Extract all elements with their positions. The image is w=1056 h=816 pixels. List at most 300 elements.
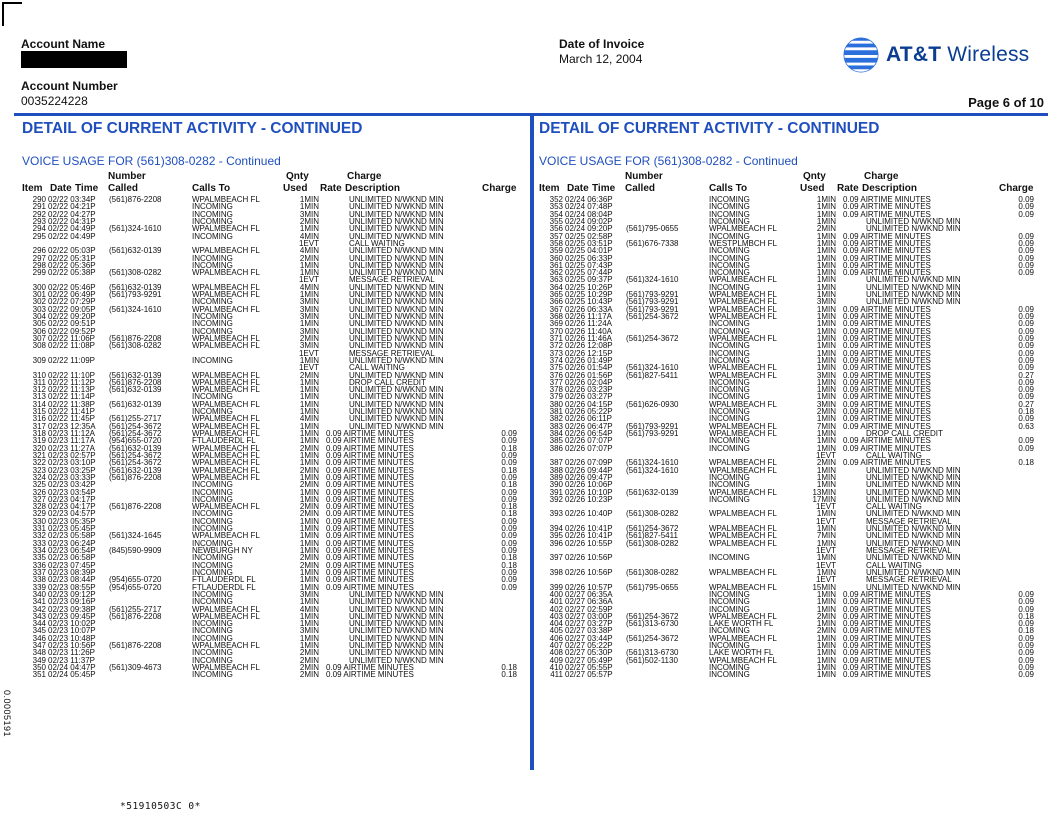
quantity-used: 1EVT bbox=[815, 516, 836, 526]
att-wireless-logo bbox=[842, 36, 1029, 74]
quantity-used: 1MIN bbox=[816, 538, 836, 548]
table-row bbox=[21, 291, 521, 298]
item-number: 347 bbox=[32, 641, 46, 651]
calls-to: INCOMING bbox=[709, 414, 750, 424]
quantity-used: 1MIN bbox=[299, 458, 319, 468]
charge: 0.09 bbox=[1018, 312, 1034, 321]
calls-to: WPALMBEACH FL bbox=[709, 487, 777, 497]
charge: 0.27 bbox=[1018, 370, 1034, 380]
charge: 0.09 bbox=[501, 546, 517, 555]
rate-description: UNLIMITED N/WKND MIN bbox=[866, 509, 961, 519]
quantity-used: 1MIN bbox=[816, 604, 836, 614]
called-number: (561)876-2208 bbox=[109, 195, 162, 204]
rate-description: 0.09 AIRTIME MINUTES bbox=[843, 589, 931, 599]
quantity-used: 3MIN bbox=[299, 626, 319, 636]
quantity-used: 1MIN bbox=[816, 348, 836, 358]
charge: 0.09 bbox=[501, 582, 517, 592]
quantity-used: 2MIN bbox=[299, 553, 319, 563]
call-date-time: 02/22 11:41P bbox=[48, 407, 96, 417]
called-number: (954)655-0720 bbox=[109, 436, 162, 446]
calls-to: WPALMBEACH FL bbox=[709, 538, 777, 548]
calls-to: INCOMING bbox=[192, 392, 233, 402]
item-number: 378 bbox=[549, 385, 563, 395]
item-number: 294 bbox=[32, 224, 46, 234]
called-number: (561)632-0139 bbox=[109, 370, 162, 380]
charge: 0.18 bbox=[1018, 626, 1034, 636]
call-date-time: 02/25 02:58P bbox=[565, 231, 613, 241]
item-number: 343 bbox=[32, 611, 46, 621]
table-row bbox=[21, 269, 521, 276]
calls-to: WPALMBEACH FL bbox=[192, 611, 260, 621]
calls-to: WPALMBEACH FL bbox=[192, 370, 260, 380]
called-number: (561)324-1610 bbox=[109, 304, 162, 314]
rate-description: 0.09 AIRTIME MINUTES bbox=[326, 516, 414, 526]
charge: 0.09 bbox=[501, 567, 517, 577]
quantity-used: 3MIN bbox=[299, 304, 319, 314]
table-row bbox=[21, 474, 521, 481]
table-row bbox=[538, 372, 1038, 379]
quantity-used: 1MIN bbox=[816, 341, 836, 351]
called-number: (561)632-0139 bbox=[109, 385, 162, 395]
table-row bbox=[538, 196, 1038, 203]
table-row bbox=[538, 657, 1038, 664]
charge: 0.18 bbox=[501, 443, 517, 453]
charge: 0.09 bbox=[1018, 597, 1034, 607]
charge: 0.09 bbox=[1018, 341, 1034, 351]
called-number: (845)590-9909 bbox=[109, 546, 162, 555]
table-row bbox=[21, 525, 521, 532]
table-row bbox=[538, 415, 1038, 422]
item-number: 409 bbox=[549, 655, 563, 665]
call-date-time: 02/22 04:49P bbox=[48, 231, 96, 241]
table-row bbox=[21, 649, 521, 656]
charge: 0.09 bbox=[501, 516, 517, 526]
quantity-used: 1MIN bbox=[816, 597, 836, 607]
quantity-used: 1MIN bbox=[299, 319, 319, 329]
called-number: (561)324-1610 bbox=[626, 363, 679, 373]
table-row bbox=[21, 671, 521, 678]
table-row bbox=[538, 635, 1038, 642]
item-number: 383 bbox=[549, 421, 563, 431]
item-number: 377 bbox=[549, 377, 563, 387]
table-row bbox=[21, 657, 521, 664]
table-row bbox=[538, 430, 1038, 437]
table-row bbox=[21, 606, 521, 613]
calls-to: INCOMING bbox=[709, 246, 750, 256]
call-date-time: 02/23 06:54P bbox=[48, 546, 96, 555]
charge: 0.09 bbox=[1018, 268, 1034, 278]
table-row bbox=[538, 510, 1038, 517]
table-row bbox=[538, 620, 1038, 627]
rate-description: 0.09 AIRTIME MINUTES bbox=[326, 567, 414, 577]
table-row bbox=[21, 452, 521, 459]
calls-to: INCOMING bbox=[192, 260, 233, 270]
table-row bbox=[538, 313, 1038, 320]
called-number: (561)254-3672 bbox=[626, 633, 679, 643]
call-date-time: 02/24 04:47P bbox=[48, 663, 96, 672]
calls-to: WPALMBEACH FL bbox=[709, 224, 777, 234]
call-date-time: 02/23 04:17P bbox=[48, 494, 96, 504]
table-row bbox=[21, 467, 521, 474]
charge: 0.09 bbox=[1018, 619, 1034, 629]
rate-description: 0.09 AIRTIME MINUTES bbox=[326, 465, 414, 475]
quantity-used: 3MIN bbox=[299, 326, 319, 336]
call-date-time: 02/26 10:56P bbox=[565, 553, 613, 563]
item-number: 356 bbox=[549, 224, 563, 234]
left-subtitle: VOICE USAGE FOR (561)308-0282 - Continued bbox=[22, 154, 281, 168]
call-date-time: 02/22 11:13P bbox=[48, 385, 96, 395]
call-date-time: 02/26 10:56P bbox=[565, 567, 613, 577]
item-number: 367 bbox=[549, 304, 563, 314]
call-date-time: 02/26 05:22P bbox=[565, 407, 613, 417]
quantity-used: 3MIN bbox=[299, 341, 319, 351]
charge: 0.09 bbox=[501, 531, 517, 541]
rate-description: UNLIMITED N/WKND MIN bbox=[349, 202, 444, 212]
rate-description: UNLIMITED N/WKND MIN bbox=[349, 224, 444, 234]
called-number: (561)254-3672 bbox=[109, 450, 162, 460]
charge: 0.09 bbox=[1018, 202, 1034, 212]
calls-to: INCOMING bbox=[709, 385, 750, 395]
called-number: (561)313-6730 bbox=[626, 648, 679, 658]
account-number-label: Account Number bbox=[21, 79, 118, 93]
table-row bbox=[21, 562, 521, 569]
item-number: 371 bbox=[549, 333, 563, 343]
item-number: 312 bbox=[32, 385, 46, 395]
calls-to: INCOMING bbox=[709, 195, 750, 204]
rate-description: UNLIMITED N/WKND MIN bbox=[866, 216, 961, 226]
item-number: 395 bbox=[549, 531, 563, 541]
item-number: 296 bbox=[32, 246, 46, 256]
quantity-used: 1MIN bbox=[299, 575, 319, 585]
rate-description: 0.09 AIRTIME MINUTES bbox=[326, 531, 414, 541]
call-date-time: 02/22 04:21P bbox=[48, 202, 96, 212]
page-indicator: Page 6 of 10 bbox=[968, 95, 1044, 110]
item-number: 329 bbox=[32, 509, 46, 519]
item-number: 360 bbox=[549, 253, 563, 263]
calls-to: INCOMING bbox=[709, 341, 750, 351]
charge: 0.09 bbox=[1018, 260, 1034, 270]
call-date-time: 02/23 04:17P bbox=[48, 502, 96, 512]
quantity-used: 2MIN bbox=[299, 333, 319, 343]
called-number: (561)308-0282 bbox=[626, 509, 679, 519]
item-number: 407 bbox=[549, 641, 563, 651]
calls-to: WPALMBEACH FL bbox=[709, 611, 777, 621]
quantity-used: 1EVT bbox=[815, 546, 836, 555]
table-row bbox=[21, 386, 521, 393]
quantity-used: 1MIN bbox=[299, 531, 319, 541]
table-row bbox=[21, 393, 521, 400]
table-row bbox=[538, 591, 1038, 598]
call-date-time: 02/22 04:49P bbox=[48, 224, 96, 234]
rate-description: UNLIMITED N/WKND MIN bbox=[349, 626, 444, 636]
table-row bbox=[21, 357, 521, 364]
quantity-used: 3MIN bbox=[816, 399, 836, 409]
item-number: 373 bbox=[549, 348, 563, 358]
call-date-time: 02/23 11:17A bbox=[48, 436, 96, 446]
called-number: (561)324-1610 bbox=[626, 275, 679, 285]
item-number: 342 bbox=[32, 604, 46, 614]
table-row bbox=[21, 635, 521, 642]
table-row bbox=[21, 379, 521, 386]
rate-description: 0.09 AIRTIME MINUTES bbox=[843, 326, 931, 336]
table-row bbox=[538, 584, 1038, 591]
quantity-used: 1MIN bbox=[816, 304, 836, 314]
calls-to: INCOMING bbox=[192, 216, 233, 226]
calls-to: INCOMING bbox=[709, 392, 750, 402]
rate-description: 0.09 AIRTIME MINUTES bbox=[843, 253, 931, 263]
calls-to: WPALMBEACH FL bbox=[192, 458, 260, 468]
call-date-time: 02/26 10:41P bbox=[565, 524, 613, 534]
call-date-time: 02/23 08:55P bbox=[48, 582, 96, 592]
quantity-used: 2MIN bbox=[299, 443, 319, 453]
call-date-time: 02/23 10:07P bbox=[48, 626, 96, 636]
call-date-time: 02/27 03:00P bbox=[565, 611, 613, 621]
quantity-used: 1MIN bbox=[816, 567, 836, 577]
called-number: (561)308-0282 bbox=[626, 567, 679, 577]
table-row bbox=[538, 386, 1038, 393]
called-number: (561)324-1610 bbox=[626, 465, 679, 475]
rate-description: 0.09 AIRTIME MINUTES bbox=[843, 407, 931, 417]
table-row bbox=[538, 562, 1038, 569]
call-date-time: 02/24 08:04P bbox=[565, 209, 613, 219]
table-row bbox=[538, 452, 1038, 459]
table-row bbox=[538, 291, 1038, 298]
calls-to: LAKE WORTH FL bbox=[709, 648, 774, 658]
item-number: 346 bbox=[32, 633, 46, 643]
call-date-time: 02/26 10:41P bbox=[565, 531, 613, 541]
called-number: (954)655-0720 bbox=[109, 575, 162, 585]
table-row bbox=[21, 664, 521, 671]
rate-description: 0.09 AIRTIME MINUTES bbox=[843, 641, 931, 651]
item-number: 301 bbox=[32, 290, 46, 300]
call-date-time: 02/23 03:42P bbox=[48, 480, 96, 490]
item-number: 402 bbox=[549, 604, 563, 614]
calls-to: INCOMING bbox=[709, 216, 750, 226]
called-number: (561)793-9291 bbox=[626, 304, 679, 314]
item-number: 309 bbox=[32, 355, 46, 365]
table-body bbox=[21, 196, 521, 679]
quantity-used: 1MIN bbox=[816, 633, 836, 643]
calls-to: INCOMING bbox=[192, 670, 233, 680]
calls-to: INCOMING bbox=[192, 655, 233, 665]
calls-to: INCOMING bbox=[709, 407, 750, 417]
quantity-used: 1EVT bbox=[298, 275, 319, 285]
quantity-used: 1MIN bbox=[816, 275, 836, 285]
table-row bbox=[538, 379, 1038, 386]
item-number: 316 bbox=[32, 414, 46, 424]
brand-name: AT&T Wireless bbox=[886, 43, 1030, 66]
calls-to: FTLAUDERDL FL bbox=[192, 582, 256, 592]
quantity-used: 1MIN bbox=[299, 195, 319, 204]
item-number: 303 bbox=[32, 304, 46, 314]
calls-to: INCOMING bbox=[192, 312, 233, 321]
call-date-time: 02/23 08:44P bbox=[48, 575, 96, 585]
quantity-used: 2MIN bbox=[816, 407, 836, 417]
table-row bbox=[538, 642, 1038, 649]
rate-description: 0.09 AIRTIME MINUTES bbox=[326, 524, 414, 534]
item-number: 364 bbox=[549, 282, 563, 292]
rate-description: UNLIMITED N/WKND MIN bbox=[349, 282, 444, 292]
item-number: 337 bbox=[32, 567, 46, 577]
call-date-time: 02/23 08:39P bbox=[48, 567, 96, 577]
call-date-time: 02/23 05:58P bbox=[48, 531, 96, 541]
table-row bbox=[21, 496, 521, 503]
item-number: 315 bbox=[32, 407, 46, 417]
rate-description: UNLIMITED N/WKND MIN bbox=[866, 472, 961, 482]
table-row bbox=[538, 598, 1038, 605]
item-number: 318 bbox=[32, 429, 46, 438]
charge: 0.09 bbox=[1018, 414, 1034, 424]
quantity-used: 1MIN bbox=[816, 655, 836, 665]
quantity-used: 1MIN bbox=[299, 407, 319, 417]
item-number: 389 bbox=[549, 472, 563, 482]
quantity-used: 2MIN bbox=[299, 509, 319, 519]
item-number: 299 bbox=[32, 268, 46, 278]
rate-description: MESSAGE RETRIEVAL bbox=[866, 516, 952, 526]
charge: 0.18 bbox=[1018, 407, 1034, 417]
charge: 0.09 bbox=[1018, 326, 1034, 336]
table-row bbox=[21, 342, 521, 349]
call-date-time: 02/22 07:29P bbox=[48, 297, 96, 307]
item-number: 297 bbox=[32, 253, 46, 263]
rate-description: 0.09 AIRTIME MINUTES bbox=[326, 487, 414, 497]
rate-description: 0.09 AIRTIME MINUTES bbox=[843, 597, 931, 607]
item-number: 341 bbox=[32, 597, 46, 607]
item-number: 372 bbox=[549, 341, 563, 351]
call-date-time: 02/23 11:26P bbox=[48, 648, 96, 658]
rate-description: UNLIMITED N/WKND MIN bbox=[866, 282, 961, 292]
rate-description: 0.09 AIRTIME MINUTES bbox=[326, 538, 414, 548]
item-number: 338 bbox=[32, 575, 46, 585]
table-row bbox=[21, 576, 521, 583]
charge: 0.09 bbox=[1018, 436, 1034, 446]
item-number: 310 bbox=[32, 370, 46, 380]
calls-to: INCOMING bbox=[192, 524, 233, 534]
charge: 0.09 bbox=[1018, 589, 1034, 599]
table-row bbox=[538, 262, 1038, 269]
rate-description: 0.09 AIRTIME MINUTES bbox=[326, 582, 414, 592]
item-number: 358 bbox=[549, 238, 563, 248]
call-date-time: 02/25 04:01P bbox=[565, 246, 613, 256]
calls-to: INCOMING bbox=[709, 597, 750, 607]
call-date-time: 02/26 01:56P bbox=[565, 370, 613, 380]
charge: 0.09 bbox=[1018, 641, 1034, 651]
charge: 0.09 bbox=[1018, 604, 1034, 614]
call-date-time: 02/23 05:35P bbox=[48, 516, 96, 526]
rate-description: UNLIMITED N/WKND MIN bbox=[349, 392, 444, 402]
quantity-used: 4MIN bbox=[299, 414, 319, 424]
quantity-used: 1MIN bbox=[816, 392, 836, 402]
call-date-time: 02/26 10:55P bbox=[565, 538, 613, 548]
call-date-time: 02/22 11:12P bbox=[48, 377, 96, 387]
table-row bbox=[538, 364, 1038, 371]
quantity-used: 1MIN bbox=[299, 538, 319, 548]
item-number: 388 bbox=[549, 465, 563, 475]
called-number: (561)632-0139 bbox=[109, 246, 162, 256]
rate-description: UNLIMITED N/WKND MIN bbox=[349, 597, 444, 607]
rate-description: 0.09 AIRTIME MINUTES bbox=[326, 509, 414, 519]
item-number: 400 bbox=[549, 589, 563, 599]
calls-to: INCOMING bbox=[709, 626, 750, 636]
quantity-used: 1MIN bbox=[816, 670, 836, 680]
calls-to: INCOMING bbox=[709, 260, 750, 270]
calls-to: WPALMBEACH FL bbox=[709, 633, 777, 643]
rate-description: UNLIMITED N/WKND MIN bbox=[349, 246, 444, 256]
table-row bbox=[538, 350, 1038, 357]
quantity-used: 1MIN bbox=[299, 487, 319, 497]
table-row bbox=[538, 247, 1038, 254]
rate-description: UNLIMITED N/WKND MIN bbox=[349, 209, 444, 219]
quantity-used: 2MIN bbox=[816, 611, 836, 621]
item-number: 290 bbox=[32, 195, 46, 204]
calls-to: INCOMING bbox=[709, 472, 750, 482]
rate-description: UNLIMITED N/WKND MIN bbox=[349, 589, 444, 599]
rate-description: 0.09 AIRTIME MINUTES bbox=[843, 304, 931, 314]
called-number: (561)793-9291 bbox=[109, 290, 162, 300]
table-row bbox=[538, 649, 1038, 656]
crop-mark bbox=[2, 2, 22, 26]
quantity-used: 2MIN bbox=[299, 670, 319, 680]
calls-to: INCOMING bbox=[192, 648, 233, 658]
quantity-used: 1MIN bbox=[816, 312, 836, 321]
table-row bbox=[538, 547, 1038, 554]
table-row bbox=[538, 233, 1038, 240]
rate-description: UNLIMITED N/WKND MIN bbox=[349, 268, 444, 278]
charge: 0.27 bbox=[1018, 399, 1034, 409]
rate-description: 0.09 AIRTIME MINUTES bbox=[843, 363, 931, 373]
charge: 0.09 bbox=[1018, 209, 1034, 219]
item-number: 320 bbox=[32, 443, 46, 453]
item-number: 379 bbox=[549, 392, 563, 402]
rate-description: 0.09 AIRTIME MINUTES bbox=[843, 619, 931, 629]
table-row bbox=[538, 306, 1038, 313]
item-number: 393 bbox=[549, 509, 563, 519]
call-date-time: 02/25 07:44P bbox=[565, 268, 613, 278]
quantity-used: 1MIN bbox=[816, 363, 836, 373]
rate-description: CALL WAITING bbox=[866, 502, 922, 512]
item-number: 392 bbox=[549, 494, 563, 504]
calls-to: WPALMBEACH FL bbox=[192, 465, 260, 475]
quantity-used: 1MIN bbox=[299, 377, 319, 387]
called-number: (954)655-0720 bbox=[109, 582, 162, 592]
table-row bbox=[21, 284, 521, 291]
charge: 0.09 bbox=[1018, 355, 1034, 365]
call-date-time: 02/27 03:44P bbox=[565, 633, 613, 643]
table-row bbox=[21, 445, 521, 452]
quantity-used: 1MIN bbox=[816, 195, 836, 204]
rate-description: 0.09 AIRTIME MINUTES bbox=[843, 633, 931, 643]
rate-description: 0.09 AIRTIME MINUTES bbox=[326, 458, 414, 468]
call-date-time: 02/22 09:20P bbox=[48, 312, 96, 321]
table-row bbox=[538, 474, 1038, 481]
calls-to: WPALMBEACH FL bbox=[192, 450, 260, 460]
table-row bbox=[21, 328, 521, 335]
rate-description: MESSAGE RETRIEVAL bbox=[349, 275, 435, 285]
table-row bbox=[21, 423, 521, 430]
table-row bbox=[21, 320, 521, 327]
rate-description: UNLIMITED N/WKND MIN bbox=[349, 333, 444, 343]
charge: 0.09 bbox=[1018, 304, 1034, 314]
charge: 0.09 bbox=[501, 458, 517, 468]
call-date-time: 02/24 09:02P bbox=[565, 216, 613, 226]
call-date-time: 02/27 06:36A bbox=[565, 597, 613, 607]
calls-to: INCOMING bbox=[192, 633, 233, 643]
rate-description: UNLIMITED N/WKND MIN bbox=[349, 414, 444, 424]
account-name-label: Account Name bbox=[21, 37, 106, 51]
calls-to: INCOMING bbox=[709, 436, 750, 446]
table-row bbox=[538, 298, 1038, 305]
calls-to: INCOMING bbox=[192, 626, 233, 636]
